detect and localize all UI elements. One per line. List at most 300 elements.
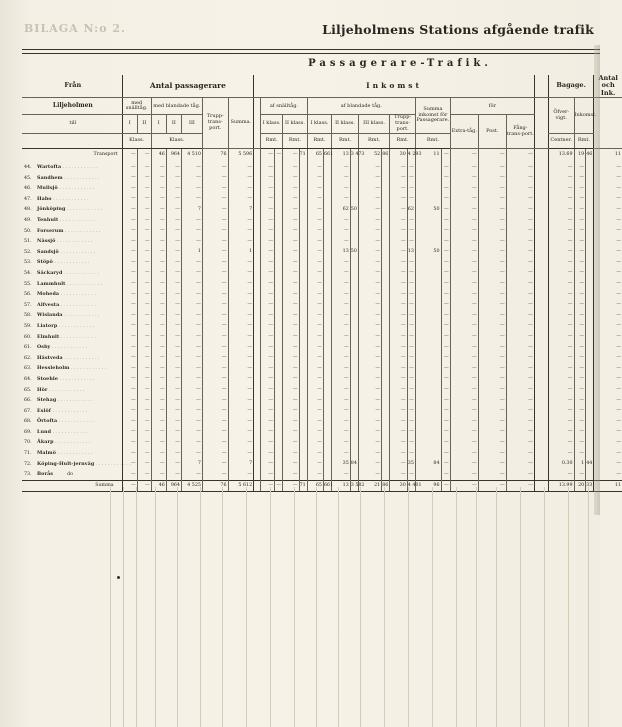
table-cell bbox=[350, 258, 358, 269]
table-cell bbox=[415, 417, 441, 428]
table-cell: — bbox=[574, 396, 586, 407]
station-number: 63. bbox=[24, 366, 32, 372]
table-cell: 964 bbox=[166, 148, 181, 163]
table-cell: — bbox=[506, 406, 534, 417]
table-cell bbox=[534, 300, 548, 311]
station-row bbox=[22, 449, 622, 460]
table-cell: — bbox=[261, 417, 275, 428]
table-cell: — bbox=[202, 375, 228, 386]
table-cell bbox=[275, 459, 283, 470]
header-gap bbox=[534, 75, 548, 98]
table-cell: 1 bbox=[574, 459, 586, 470]
table-cell: — bbox=[137, 428, 151, 439]
table-cell: — bbox=[441, 353, 450, 364]
table-cell: — bbox=[181, 216, 202, 227]
table-cell: — bbox=[283, 353, 299, 364]
table-cell: — bbox=[137, 375, 151, 386]
table-cell: — bbox=[151, 428, 166, 439]
table-cell: — bbox=[441, 470, 450, 481]
table-cell bbox=[586, 258, 594, 269]
table-cell: 76 bbox=[202, 148, 228, 163]
table-cell bbox=[299, 258, 307, 269]
table-cell: — bbox=[574, 449, 586, 460]
table-cell: — bbox=[181, 449, 202, 460]
table-cell: — bbox=[261, 226, 275, 237]
table-cell bbox=[254, 279, 261, 290]
table-cell: — bbox=[122, 247, 137, 258]
station-cell bbox=[22, 269, 122, 280]
table-cell: — bbox=[261, 194, 275, 205]
table-cell: 19 bbox=[574, 148, 586, 163]
leader-dots: . . . . . . . . . . . . bbox=[63, 228, 101, 234]
table-cell bbox=[534, 194, 548, 205]
table-cell bbox=[323, 290, 331, 301]
table-cell: — bbox=[548, 428, 574, 439]
station-name: Alfvesta bbox=[37, 301, 60, 308]
table-cell bbox=[299, 470, 307, 481]
table-cell: — bbox=[122, 163, 137, 174]
table-cell: — bbox=[450, 353, 478, 364]
table-cell: — bbox=[151, 459, 166, 470]
table-cell bbox=[534, 205, 548, 216]
leader-dots: . . . . . . . . . . . . bbox=[50, 408, 88, 414]
station-number: 47. bbox=[24, 196, 32, 202]
station-row bbox=[22, 247, 622, 258]
table-cell bbox=[254, 396, 261, 407]
table-cell: — bbox=[137, 216, 151, 227]
table-cell bbox=[275, 385, 283, 396]
table-cell bbox=[382, 194, 390, 205]
table-cell bbox=[350, 269, 358, 280]
table-cell: — bbox=[450, 470, 478, 481]
table-cell bbox=[323, 194, 331, 205]
table-cell: — bbox=[390, 428, 407, 439]
heading-rule-thin bbox=[22, 53, 600, 54]
table-cell: — bbox=[441, 481, 450, 492]
table-cell: 3 582 bbox=[350, 481, 358, 492]
table-cell: — bbox=[307, 163, 323, 174]
table-cell: — bbox=[166, 396, 181, 407]
table-cell: — bbox=[151, 290, 166, 301]
table-cell bbox=[382, 216, 390, 227]
table-cell bbox=[586, 279, 594, 290]
table-cell: — bbox=[450, 364, 478, 375]
station-name: Hessleholm bbox=[37, 365, 70, 372]
table-cell bbox=[415, 470, 441, 481]
table-cell: — bbox=[548, 205, 574, 216]
table-cell bbox=[586, 406, 594, 417]
table-cell: — bbox=[151, 396, 166, 407]
table-cell: — bbox=[332, 470, 351, 481]
table-cell: — bbox=[332, 353, 351, 364]
leader-dots: . . . . . . . . . . . . bbox=[58, 376, 95, 382]
table-cell: — bbox=[137, 322, 151, 333]
table-cell: 661 bbox=[323, 148, 331, 163]
station-cell bbox=[22, 385, 122, 396]
table-cell: — bbox=[228, 375, 254, 386]
table-cell: — bbox=[261, 163, 275, 174]
station-name: Borås bbox=[37, 471, 54, 478]
table-cell bbox=[254, 300, 261, 311]
table-cell bbox=[586, 205, 594, 216]
header-klass-1: Klass. bbox=[122, 133, 151, 148]
table-cell: — bbox=[358, 375, 381, 386]
station-number: 62. bbox=[24, 355, 32, 361]
station-number: 46. bbox=[24, 186, 32, 192]
table-cell: — bbox=[202, 258, 228, 269]
table-cell bbox=[415, 364, 441, 375]
table-cell: — bbox=[390, 364, 407, 375]
table-cell: — bbox=[166, 205, 181, 216]
table-cell bbox=[323, 375, 331, 386]
table-cell: — bbox=[506, 396, 534, 407]
table-cell bbox=[534, 173, 548, 184]
table-cell: — bbox=[358, 205, 381, 216]
station-row bbox=[22, 459, 622, 470]
table-cell: — bbox=[407, 173, 415, 184]
header-i-klass: I klass. bbox=[261, 115, 283, 133]
table-cell: — bbox=[594, 258, 622, 269]
table-cell: — bbox=[228, 322, 254, 333]
header-rmt-7: Rmt. bbox=[415, 133, 450, 148]
table-cell: — bbox=[122, 449, 137, 460]
table-cell: 30 bbox=[390, 481, 407, 492]
table-cell bbox=[275, 364, 283, 375]
table-cell: — bbox=[332, 279, 351, 290]
table-cell bbox=[382, 173, 390, 184]
header-inkomst-trupp: Trupp-trans-port. bbox=[390, 115, 416, 133]
table-cell: — bbox=[166, 237, 181, 248]
table-cell bbox=[382, 438, 390, 449]
station-name: Elmhult bbox=[37, 333, 60, 340]
table-cell: — bbox=[574, 279, 586, 290]
table-cell bbox=[323, 269, 331, 280]
table-cell: 86 bbox=[382, 481, 390, 492]
table-cell: — bbox=[332, 216, 351, 227]
table-cell: — bbox=[151, 343, 166, 354]
table-cell: — bbox=[594, 163, 622, 174]
table-cell: — bbox=[307, 216, 323, 227]
table-cell: — bbox=[594, 194, 622, 205]
table-cell: — bbox=[594, 438, 622, 449]
table-cell: — bbox=[574, 364, 586, 375]
table-cell: — bbox=[358, 343, 381, 354]
table-cell: — bbox=[594, 226, 622, 237]
table-cell: — bbox=[441, 375, 450, 386]
table-cell bbox=[586, 396, 594, 407]
table-cell: — bbox=[506, 205, 534, 216]
table-cell: — bbox=[122, 194, 137, 205]
station-name: Åkarp bbox=[37, 439, 54, 446]
table-cell: — bbox=[283, 205, 299, 216]
table-cell bbox=[254, 470, 261, 481]
table-cell bbox=[254, 184, 261, 195]
table-cell: — bbox=[228, 258, 254, 269]
table-cell: — bbox=[151, 269, 166, 280]
table-cell: — bbox=[478, 481, 506, 492]
table-cell: — bbox=[307, 269, 323, 280]
table-cell bbox=[350, 353, 358, 364]
table-cell: — bbox=[332, 406, 351, 417]
table-cell bbox=[254, 290, 261, 301]
table-cell: — bbox=[594, 396, 622, 407]
table-cell: — bbox=[261, 459, 275, 470]
table-cell: — bbox=[441, 322, 450, 333]
table-cell: — bbox=[548, 332, 574, 343]
station-cell bbox=[22, 322, 122, 333]
table-cell bbox=[254, 258, 261, 269]
header-inkomst: Inkomst bbox=[254, 75, 535, 98]
header-bl-I: I bbox=[151, 115, 166, 133]
table-cell: — bbox=[441, 226, 450, 237]
station-row bbox=[22, 364, 622, 375]
table-cell bbox=[415, 353, 441, 364]
table-cell: 13 bbox=[332, 247, 351, 258]
station-cell bbox=[22, 226, 122, 237]
table-cell bbox=[534, 364, 548, 375]
table-cell: — bbox=[506, 311, 534, 322]
table-cell: — bbox=[122, 205, 137, 216]
table-cell bbox=[323, 343, 331, 354]
station-row bbox=[22, 258, 622, 269]
table-cell: — bbox=[407, 258, 415, 269]
table-cell: — bbox=[122, 226, 137, 237]
station-number: 50. bbox=[24, 228, 32, 234]
ruled-line bbox=[456, 487, 457, 727]
table-cell: 11 bbox=[594, 481, 622, 492]
table-cell bbox=[382, 364, 390, 375]
table-cell: — bbox=[283, 322, 299, 333]
table-cell: — bbox=[166, 459, 181, 470]
table-cell: — bbox=[181, 343, 202, 354]
table-cell: — bbox=[202, 459, 228, 470]
station-number: 60. bbox=[24, 334, 32, 340]
table-cell: — bbox=[594, 364, 622, 375]
table-cell: — bbox=[574, 216, 586, 227]
table-cell: — bbox=[407, 216, 415, 227]
table-cell: — bbox=[332, 417, 351, 428]
table-cell: — bbox=[137, 184, 151, 195]
table-cell bbox=[382, 269, 390, 280]
table-cell: 71 bbox=[299, 148, 307, 163]
table-cell bbox=[299, 194, 307, 205]
table-cell: — bbox=[307, 353, 323, 364]
table-cell bbox=[254, 343, 261, 354]
table-cell: — bbox=[407, 385, 415, 396]
table-cell: 50 bbox=[350, 205, 358, 216]
station-cell bbox=[22, 364, 122, 375]
table-cell: — bbox=[307, 364, 323, 375]
table-cell: — bbox=[283, 226, 299, 237]
table-cell: — bbox=[407, 163, 415, 174]
table-cell: — bbox=[450, 269, 478, 280]
table-cell: — bbox=[574, 247, 586, 258]
table-cell bbox=[275, 163, 283, 174]
table-cell bbox=[299, 300, 307, 311]
table-cell bbox=[323, 470, 331, 481]
table-cell: — bbox=[478, 449, 506, 460]
table-cell: — bbox=[478, 406, 506, 417]
table-cell: — bbox=[283, 375, 299, 386]
table-cell: — bbox=[548, 194, 574, 205]
table-cell bbox=[275, 311, 283, 322]
table-cell: — bbox=[137, 332, 151, 343]
table-cell bbox=[323, 364, 331, 375]
table-cell: — bbox=[450, 163, 478, 174]
table-cell: — bbox=[283, 438, 299, 449]
table-cell: — bbox=[122, 385, 137, 396]
table-cell: 30 bbox=[390, 148, 407, 163]
table-cell: — bbox=[548, 237, 574, 248]
table-cell bbox=[275, 375, 283, 386]
table-cell bbox=[350, 470, 358, 481]
table-cell bbox=[350, 322, 358, 333]
table-cell: — bbox=[441, 385, 450, 396]
table-cell: — bbox=[450, 258, 478, 269]
table-cell: — bbox=[450, 417, 478, 428]
table-cell: — bbox=[202, 417, 228, 428]
table-cell bbox=[299, 459, 307, 470]
table-cell: — bbox=[261, 216, 275, 227]
table-cell: 65 bbox=[307, 481, 323, 492]
table-cell: — bbox=[450, 194, 478, 205]
table-cell bbox=[534, 332, 548, 343]
table-cell: — bbox=[151, 406, 166, 417]
table-cell: — bbox=[441, 269, 450, 280]
table-cell bbox=[382, 332, 390, 343]
table-cell: — bbox=[283, 385, 299, 396]
table-cell: — bbox=[166, 364, 181, 375]
table-cell: — bbox=[228, 417, 254, 428]
table-cell: — bbox=[261, 237, 275, 248]
leader-dots: . . . . . . . . . . . . bbox=[51, 196, 89, 202]
table-cell: — bbox=[548, 438, 574, 449]
table-cell: — bbox=[283, 406, 299, 417]
table-cell: — bbox=[506, 481, 534, 492]
table-cell bbox=[275, 279, 283, 290]
table-cell: 11 bbox=[594, 148, 622, 163]
table-cell bbox=[586, 216, 594, 227]
station-cell bbox=[22, 353, 122, 364]
table-cell: — bbox=[166, 322, 181, 333]
station-number: 72. bbox=[24, 461, 32, 467]
table-cell: — bbox=[137, 449, 151, 460]
header-rmt-4: Rmt. bbox=[332, 133, 359, 148]
table-cell bbox=[254, 459, 261, 470]
table-cell: — bbox=[574, 311, 586, 322]
table-cell: — bbox=[202, 449, 228, 460]
table-cell bbox=[586, 385, 594, 396]
table-cell: — bbox=[122, 406, 137, 417]
table-cell bbox=[275, 216, 283, 227]
table-cell: — bbox=[122, 438, 137, 449]
table-cell bbox=[323, 417, 331, 428]
table-cell: — bbox=[506, 184, 534, 195]
table-cell: — bbox=[594, 205, 622, 216]
table-cell bbox=[382, 417, 390, 428]
station-number: 45. bbox=[24, 175, 32, 181]
station-name: Sandhem bbox=[37, 174, 63, 181]
table-cell: — bbox=[478, 216, 506, 227]
table-cell: — bbox=[478, 417, 506, 428]
table-cell: — bbox=[228, 385, 254, 396]
table-cell bbox=[586, 375, 594, 386]
leader-dots: . . . . . . . . . . . . bbox=[47, 387, 85, 393]
table-cell bbox=[323, 163, 331, 174]
table-cell: — bbox=[151, 184, 166, 195]
table-cell: — bbox=[548, 163, 574, 174]
table-cell bbox=[350, 343, 358, 354]
table-cell: — bbox=[358, 417, 381, 428]
table-cell bbox=[323, 396, 331, 407]
table-cell: — bbox=[332, 290, 351, 301]
table-cell: — bbox=[450, 205, 478, 216]
table-cell: 0.30 bbox=[548, 459, 574, 470]
table-cell bbox=[299, 406, 307, 417]
ruled-line bbox=[200, 487, 201, 727]
table-cell bbox=[254, 417, 261, 428]
table-cell: — bbox=[307, 375, 323, 386]
table-cell bbox=[415, 226, 441, 237]
table-cell: — bbox=[594, 385, 622, 396]
table-cell: — bbox=[202, 279, 228, 290]
table-cell bbox=[254, 237, 261, 248]
table-cell: — bbox=[261, 332, 275, 343]
table-cell: — bbox=[181, 375, 202, 386]
table-cell bbox=[299, 163, 307, 174]
table-cell bbox=[350, 449, 358, 460]
station-cell bbox=[22, 396, 122, 407]
table-cell bbox=[415, 269, 441, 280]
station-cell bbox=[22, 148, 122, 163]
table-cell: — bbox=[332, 237, 351, 248]
table-cell: — bbox=[358, 470, 381, 481]
station-row bbox=[22, 332, 622, 343]
table-cell: — bbox=[478, 343, 506, 354]
table-cell: — bbox=[202, 163, 228, 174]
table-cell: — bbox=[181, 353, 202, 364]
table-cell: 96 bbox=[415, 481, 441, 492]
ruled-line bbox=[432, 487, 433, 727]
table-cell bbox=[586, 428, 594, 439]
table-cell: — bbox=[441, 332, 450, 343]
table-cell: — bbox=[122, 459, 137, 470]
ruled-line bbox=[476, 487, 477, 727]
table-cell bbox=[350, 417, 358, 428]
table-cell: — bbox=[478, 322, 506, 333]
table-cell: — bbox=[307, 322, 323, 333]
table-cell bbox=[350, 290, 358, 301]
leader-dots: . . . . . . . . . . . . bbox=[53, 440, 91, 446]
table-cell: — bbox=[122, 332, 137, 343]
leader-dots: . . . . . . . . . . . . bbox=[62, 270, 100, 276]
table-cell: 35 bbox=[407, 459, 415, 470]
ghost-print-text: BILAGA N:o 2. bbox=[24, 22, 126, 35]
table-cell: — bbox=[548, 311, 574, 322]
table-cell: — bbox=[283, 300, 299, 311]
table-cell: — bbox=[228, 184, 254, 195]
leader-dots: . . . . . . . . . . . . bbox=[65, 281, 103, 287]
table-cell bbox=[275, 449, 283, 460]
table-cell: — bbox=[594, 300, 622, 311]
station-cell bbox=[22, 343, 122, 354]
leader-dots: . . . . . . . . . . . . bbox=[61, 165, 98, 171]
table-cell: — bbox=[450, 385, 478, 396]
table-cell: — bbox=[261, 311, 275, 322]
table-cell: — bbox=[407, 332, 415, 343]
table-cell bbox=[586, 311, 594, 322]
table-cell bbox=[299, 353, 307, 364]
